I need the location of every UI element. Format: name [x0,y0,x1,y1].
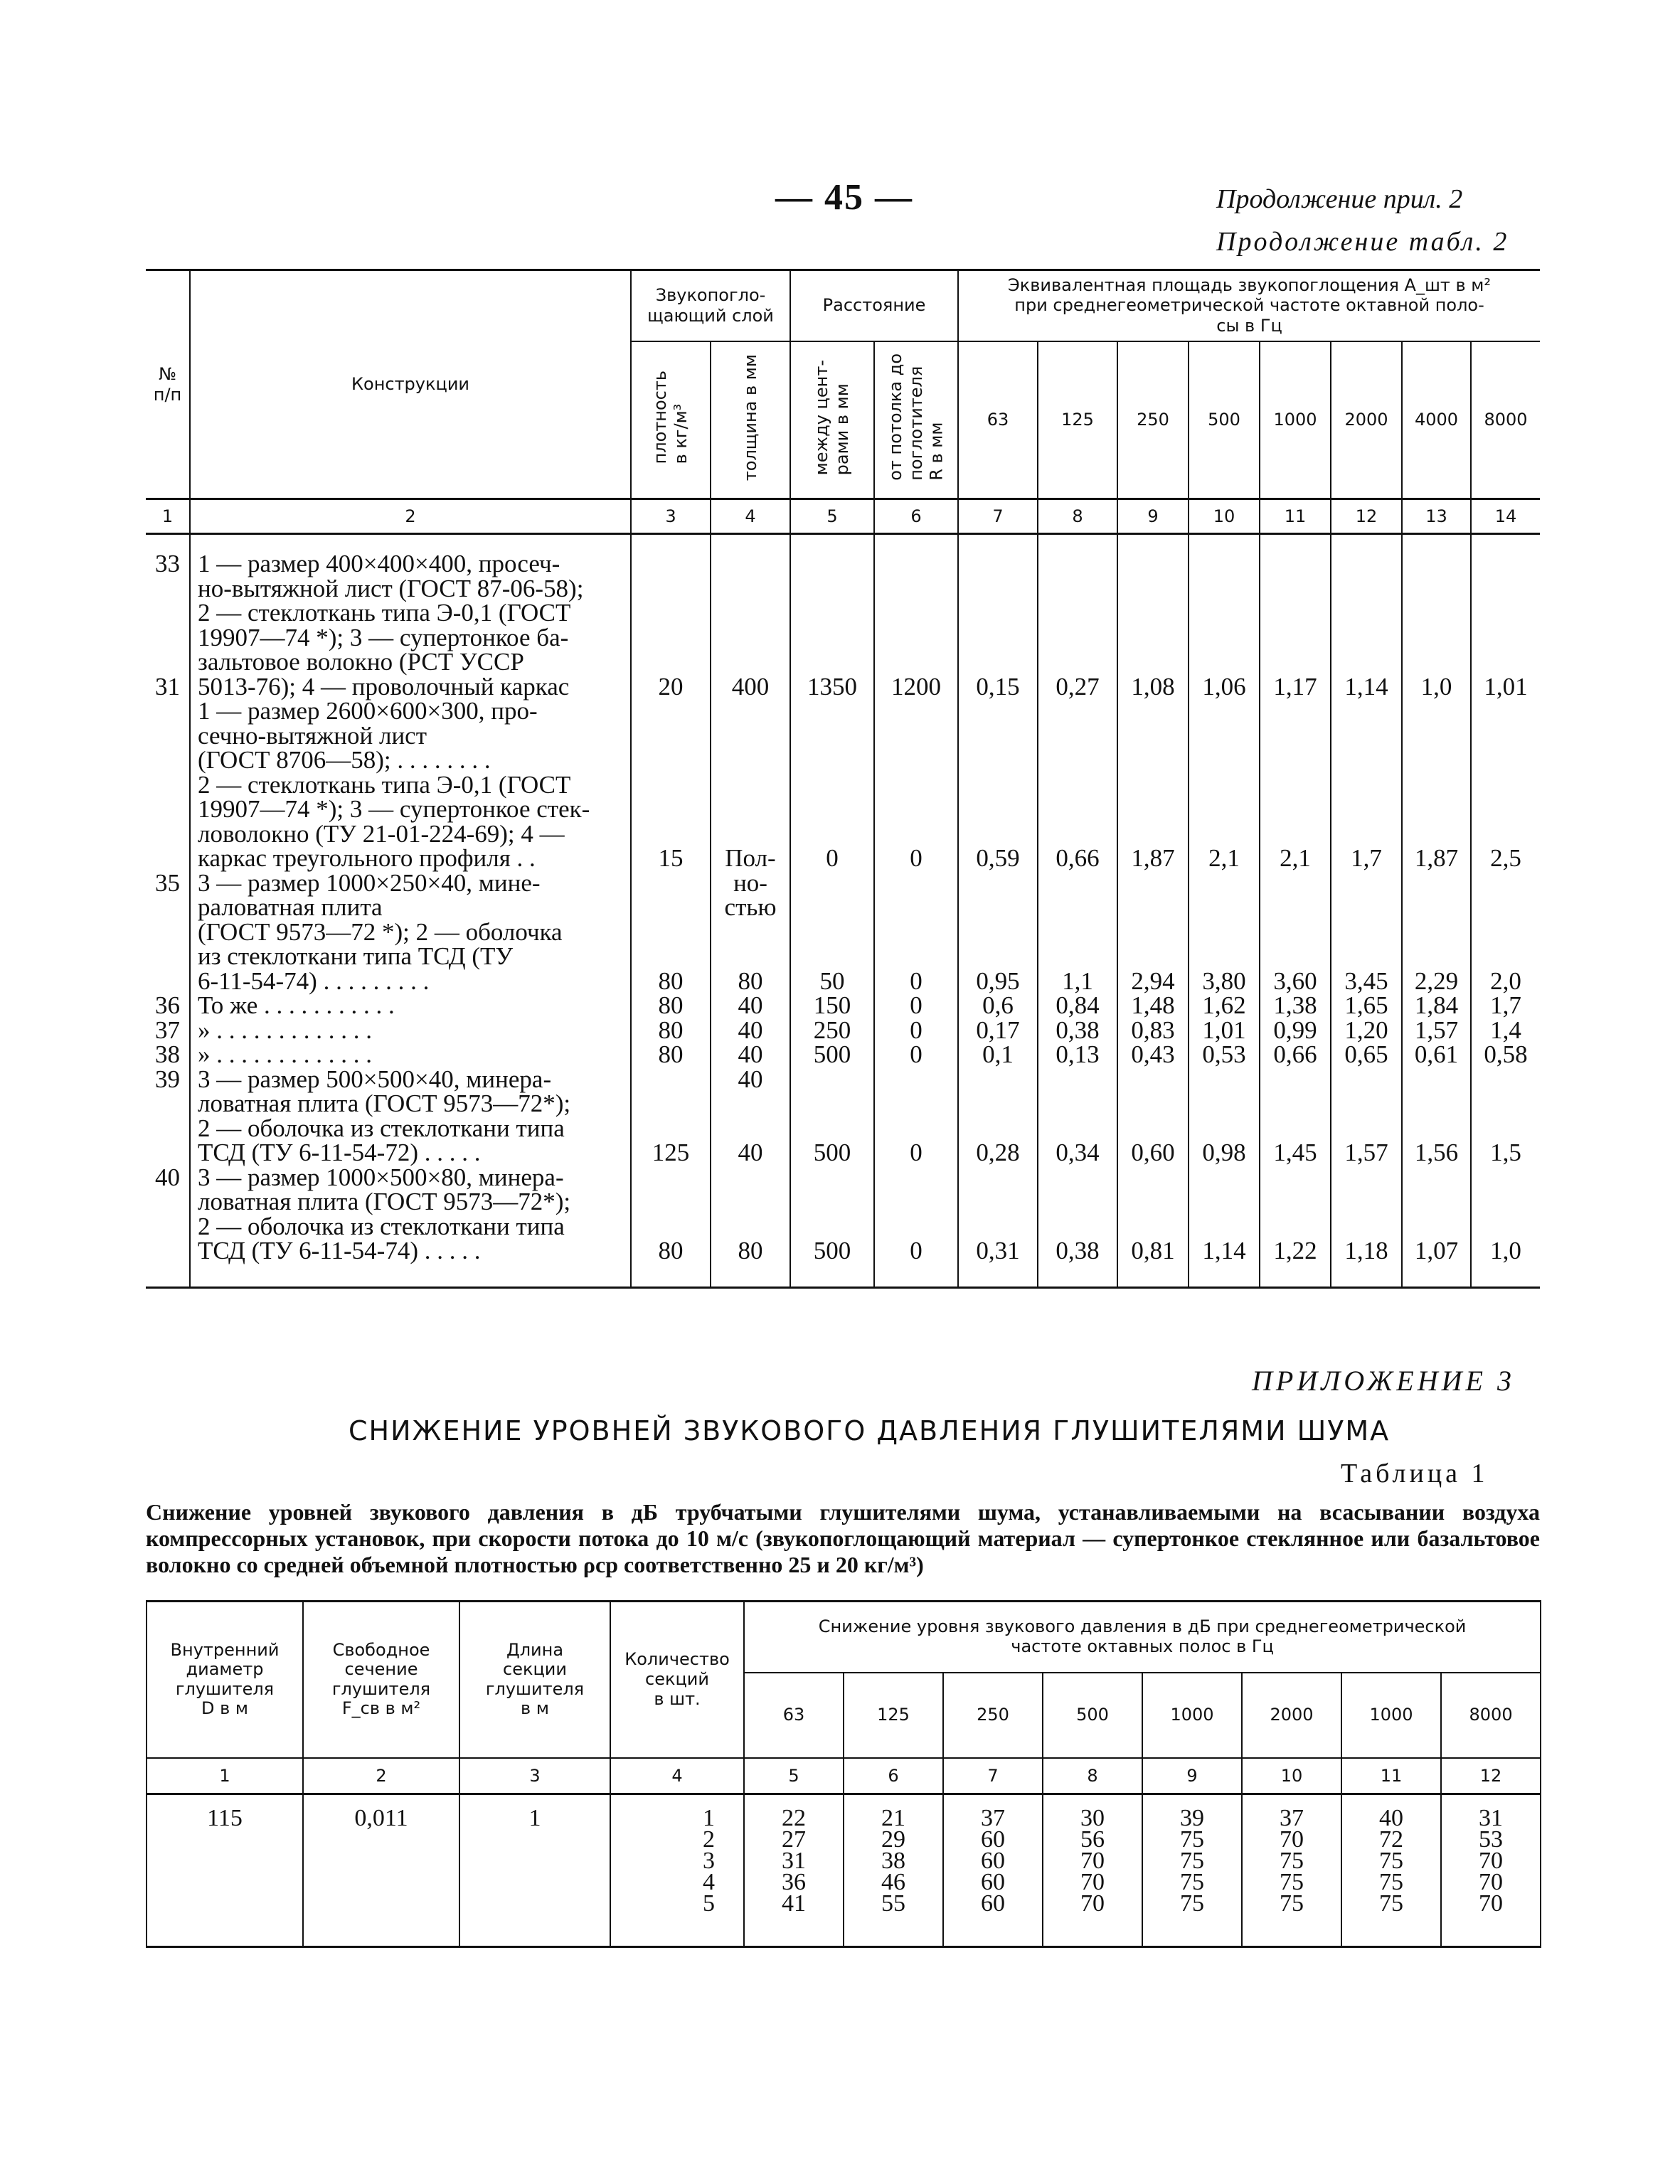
reduction-1000-values: 39 75 75 75 75 [1142,1794,1242,1946]
header-freq: 500 [1189,341,1260,499]
header-freq: 63 [744,1673,844,1758]
header-area-group: Эквивалентная площадь звукопоглощения A_шт в м² при среднегеометрической частоте октавной поло- сы в Гц [958,270,1540,341]
area-8000-values: 1,01 2,5 2,0 1,7 1,4 0,58 1,5 1,0 [1484,672,1528,1264]
header-section-length: Длина секции глушителя в м [459,1602,610,1758]
col-number: 8 [1038,499,1117,534]
absorption-table [146,269,1540,1289]
area-63-values: 0,15 0,59 0,95 0,6 0,17 0,1 0,28 0,31 [976,672,1020,1264]
header-free-section: Свободное сечение глушителя F_св в м² [303,1602,459,1758]
section-value: 0,011 [303,1794,459,1946]
header-section-count: Количество секций в шт. [610,1602,744,1758]
reduction-1000b-values: 40 72 75 75 75 [1341,1794,1441,1946]
reduction-8000-values: 31 53 70 70 70 [1441,1794,1541,1946]
header-freq: 63 [958,341,1038,499]
header-distance-group: Расстояние [790,270,958,341]
table-caption: Снижение уровней звукового давления в дБ трубчатыми глушителями шума, устанавливаемыми на всасывании воздуха компрессорных установок, при скорости потока до 10 м/с (звукопоглощающий материал — супертонкое стеклянное или базальтовое волокно со средней объемной плотностью ρср соответственно 25 и 20 кг/м³) [146,1499,1540,1577]
col-number: 9 [1142,1758,1242,1794]
reduction-500-values: 30 56 70 70 70 [1043,1794,1142,1946]
header-inner-diameter: Внутренний диаметр глушителя D в м [147,1602,303,1758]
reduction-2000-values: 37 70 75 75 75 [1242,1794,1341,1946]
header-freq: 1000 [1260,341,1331,499]
between-centers-values: 1350 0 50 150 250 500 500 500 [807,672,858,1264]
header-freq: 2000 [1331,341,1402,499]
col-number: 6 [844,1758,943,1794]
header-construction: Конструкции [351,374,470,395]
header-reduction-group: Снижение уровня звукового давления в дБ при среднегеометрической частоте октавных полос в Гц [744,1602,1541,1673]
header-freq: 8000 [1471,341,1540,499]
area-2000-values: 1,14 1,7 3,45 1,65 1,20 0,65 1,57 1,18 [1344,672,1388,1264]
col-number: 1 [146,499,190,534]
reduction-63-values: 22 27 31 36 41 [744,1794,844,1946]
col-number: 5 [744,1758,844,1794]
col-number: 7 [958,499,1038,534]
area-4000-values: 1,0 1,87 2,29 1,84 1,57 0,61 1,56 1,07 [1414,672,1459,1264]
header-freq: 4000 [1402,341,1471,499]
area-125-values: 0,27 0,66 1,1 0,84 0,38 0,13 0,34 0,38 [1056,672,1100,1264]
diameter-value: 115 [147,1794,303,1946]
header-freq: 8000 [1441,1673,1541,1758]
col-number: 3 [631,499,711,534]
col-number: 2 [303,1758,459,1794]
appendix-title: СНИЖЕНИЕ УРОВНЕЙ ЗВУКОВОГО ДАВЛЕНИЯ ГЛУШИТЕЛЯМИ ШУМА [349,1415,1391,1447]
col-number: 9 [1117,499,1189,534]
header-num: № п/п [153,363,182,405]
thickness-values: 400 Пол- но- стью 80 40 40 40 40 40 80 [724,672,777,1264]
col-number: 8 [1043,1758,1142,1794]
header-freq: 1000 [1142,1673,1242,1758]
row-numbers: 33 31 35 36 37 38 39 40 [155,550,180,1191]
col-number: 3 [459,1758,610,1794]
from-ceiling-values: 1200 0 0 0 0 0 0 0 [891,672,942,1264]
header-freq: 250 [1117,341,1189,499]
area-250-values: 1,08 1,87 2,94 1,48 0,83 0,43 0,60 0,81 [1131,672,1175,1264]
col-number: 7 [943,1758,1043,1794]
header-density: плотность в кг/м³ [650,371,691,464]
density-values: 20 15 80 80 80 80 125 80 [652,672,690,1264]
col-number: 14 [1471,499,1540,534]
table-label: Таблица 1 [1341,1459,1489,1488]
col-number: 11 [1341,1758,1441,1794]
col-number: 13 [1402,499,1471,534]
col-number: 6 [874,499,958,534]
col-number: 10 [1242,1758,1341,1794]
header-freq: 500 [1043,1673,1142,1758]
area-1000-values: 1,17 2,1 3,60 1,38 0,99 0,66 1,45 1,22 [1273,672,1317,1264]
header-freq: 2000 [1242,1673,1341,1758]
header-freq: 1000 [1341,1673,1441,1758]
col-number: 4 [610,1758,744,1794]
area-500-values: 1,06 2,1 3,80 1,62 1,01 0,53 0,98 1,14 [1202,672,1246,1264]
page-number: — 45 — [775,177,913,218]
silencer-table [146,1600,1541,1948]
header-freq: 125 [1038,341,1117,499]
header-layer-group: Звукопогло- щающий слой [631,270,790,341]
construction-list: 1 — размер 400×400×400, просеч- но-вытяжной лист (ГОСТ 87-06-58); 2 — стеклоткань типа Э-0,1 (ГОСТ 19907—74 *); 3 — супертонкое ба- зальтовое волокно (РСТ УССР 5013-76); 4 — проволочный каркас 1 — размер 2600×600×300, про- сечно-вытяжной лист (ГОСТ 8706—58); . . . . . . . . 2 — стеклоткань типа Э-0,1 (ГОСТ 19907—74 *); 3 — супертонкое стек- ловолокно (ТУ 21-01-224-69); 4 — каркас треугольного профиля . . 3 — размер 1000×250×40, мине- раловатная плита (ГОСТ 9573—72 *); 2 — оболочка из стеклоткани типа ТСД (ТУ 6-11-54-74) . . . . . . . . . То же . . . . . . . . . . . » . . . . . . . . . . . . . » . . . . . . . . . . . . . 3 — размер 500×500×40, минера- ловатная плита (ГОСТ 9573—72*); 2 — оболочка из стеклоткани типа ТСД (ТУ 6-11-54-72) . . . . . 3 — размер 1000×500×80, минера- ловатная плита (ГОСТ 9573—72*); 2 — оболочка из стеклоткани типа ТСД (ТУ 6-11-54-74) . . . . . [198,550,590,1264]
appendix-label: ПРИЛОЖЕНИЕ 3 [1252,1365,1515,1397]
col-number: 12 [1331,499,1402,534]
continuation-table: Продолжение табл. 2 [1216,227,1509,257]
length-value: 1 [459,1794,610,1946]
col-number: 10 [1189,499,1260,534]
header-freq: 125 [844,1673,943,1758]
col-number: 5 [790,499,874,534]
header-freq: 250 [943,1673,1043,1758]
col-number: 1 [147,1758,303,1794]
col-number: 11 [1260,499,1331,534]
col-number: 2 [190,499,631,534]
header-between-centers: между цент- рами в мм [812,359,853,476]
count-values: 1 2 3 4 5 [610,1794,744,1946]
reduction-250-values: 37 60 60 60 60 [943,1794,1043,1946]
header-thickness: толщина в мм [740,353,760,481]
col-number: 4 [711,499,790,534]
col-number: 12 [1441,1758,1541,1794]
header-from-ceiling: от потолка до поглотителя R в мм [885,353,947,481]
reduction-125-values: 21 29 38 46 55 [844,1794,943,1946]
continuation-appendix: Продолжение прил. 2 [1216,184,1463,214]
